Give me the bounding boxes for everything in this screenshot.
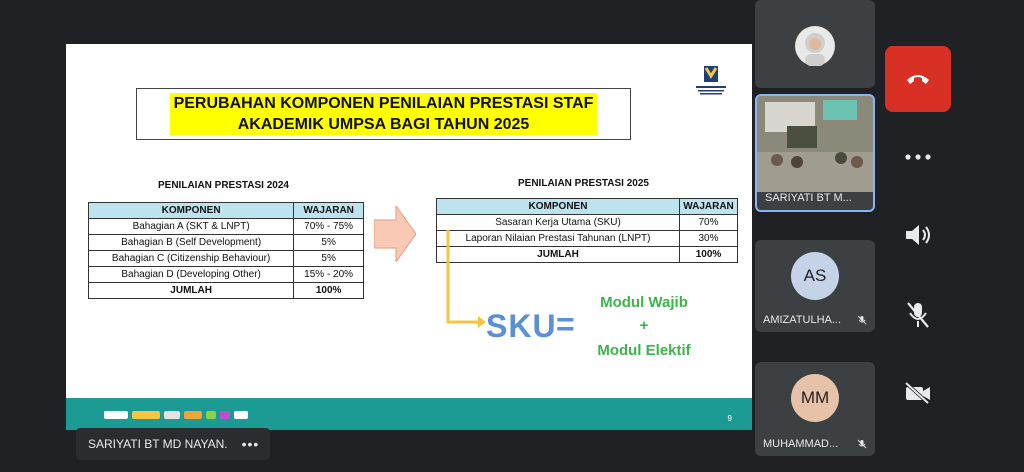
table-cell: 100% xyxy=(294,283,364,299)
table-cell: Sasaran Kerja Utama (SKU) xyxy=(437,215,680,231)
sku-label: SKU xyxy=(486,308,557,344)
table-cell: Bahagian A (SKT & LNPT) xyxy=(89,219,294,235)
right-arrow-icon xyxy=(374,206,416,262)
table-2024-header-wajaran: WAJARAN xyxy=(294,203,364,219)
participant-photo-avatar xyxy=(795,26,835,66)
mic-muted-icon xyxy=(857,439,867,449)
equals-sign: = xyxy=(556,306,575,342)
umpsa-logo xyxy=(688,64,734,100)
table-2025-header-wajaran: WAJARAN xyxy=(680,199,738,215)
participant-name: MUHAMMAD... xyxy=(763,438,839,450)
presenter-more-button[interactable]: ••• xyxy=(241,436,260,452)
camera-toggle-button[interactable] xyxy=(885,360,951,426)
table-cell: 5% xyxy=(294,235,364,251)
participant-tile[interactable] xyxy=(755,362,875,456)
more-options-button[interactable] xyxy=(885,124,951,190)
presenter-name: SARIYATI BT MD NAYAN. xyxy=(88,437,228,451)
table-cell: Bahagian C (Citizenship Behaviour) xyxy=(89,251,294,267)
participant-name: AMIZATULHA... xyxy=(763,314,842,326)
volume-icon xyxy=(904,224,932,246)
table-cell: 30% xyxy=(680,231,738,247)
table-cell: 15% - 20% xyxy=(294,267,364,283)
more-dots-icon xyxy=(905,154,931,160)
slide-title xyxy=(170,93,598,135)
table-2024-header-komponen: KOMPONEN xyxy=(89,203,294,219)
modul-elektif-label: Modul Elektif xyxy=(597,342,691,359)
table-cell: JUMLAH xyxy=(437,247,680,263)
hangup-button[interactable] xyxy=(885,46,951,112)
shared-slide xyxy=(66,44,752,430)
table-total-row xyxy=(89,283,364,299)
table-cell: Bahagian D (Developing Other) xyxy=(89,267,294,283)
avatar: MM xyxy=(791,374,839,422)
presenter-name-chip xyxy=(76,428,270,460)
table-cell: JUMLAH xyxy=(89,283,294,299)
table-cell: 100% xyxy=(680,247,738,263)
footer-logo xyxy=(132,411,160,419)
modul-wajib-label: Modul Wajib xyxy=(600,294,688,311)
page-number: 9 xyxy=(727,414,732,423)
slide-title-line1: PERUBAHAN KOMPONEN PENILAIAN PRESTASI STAF xyxy=(173,95,594,112)
participant-tile-video-active[interactable] xyxy=(755,94,875,212)
participant-tile[interactable] xyxy=(755,240,875,332)
table-2024-title: PENILAIAN PRESTASI 2024 xyxy=(158,180,289,191)
table-row xyxy=(89,235,364,251)
microphone-toggle-button[interactable] xyxy=(885,282,951,348)
camera-off-icon xyxy=(904,382,932,404)
table-2024 xyxy=(88,202,364,299)
slide-title-box xyxy=(136,88,631,140)
footer-logo xyxy=(234,411,248,419)
table-row xyxy=(89,267,364,283)
footer-logo xyxy=(220,411,230,419)
slide-title-line2: AKADEMIK UMPSA BAGI TAHUN 2025 xyxy=(237,116,530,133)
table-cell: Laporan Nilaian Prestasi Tahunan (LNPT) xyxy=(437,231,680,247)
table-2025-title: PENILAIAN PRESTASI 2025 xyxy=(518,178,649,189)
mic-off-icon xyxy=(906,301,930,329)
participant-name: SARIYATI BT M... xyxy=(765,192,852,204)
table-row xyxy=(89,219,364,235)
table-cell: Bahagian B (Self Development) xyxy=(89,235,294,251)
table-cell: 70% - 75% xyxy=(294,219,364,235)
footer-logo xyxy=(104,411,128,419)
participant-tile-photo[interactable] xyxy=(755,0,875,88)
table-row xyxy=(437,215,738,231)
volume-button[interactable] xyxy=(885,202,951,268)
table-row xyxy=(89,251,364,267)
footer-logo xyxy=(164,411,180,419)
avatar: AS xyxy=(791,252,839,300)
connector-arrow-icon xyxy=(444,230,488,330)
footer-logo xyxy=(184,411,202,419)
table-cell: 70% xyxy=(680,215,738,231)
plus-sign: + xyxy=(639,317,649,334)
phone-hangup-icon xyxy=(905,72,931,86)
mic-muted-icon xyxy=(857,315,867,325)
table-2025-header-komponen: KOMPONEN xyxy=(437,199,680,215)
table-cell: 5% xyxy=(294,251,364,267)
footer-logos xyxy=(104,408,274,422)
footer-logo xyxy=(206,411,216,419)
